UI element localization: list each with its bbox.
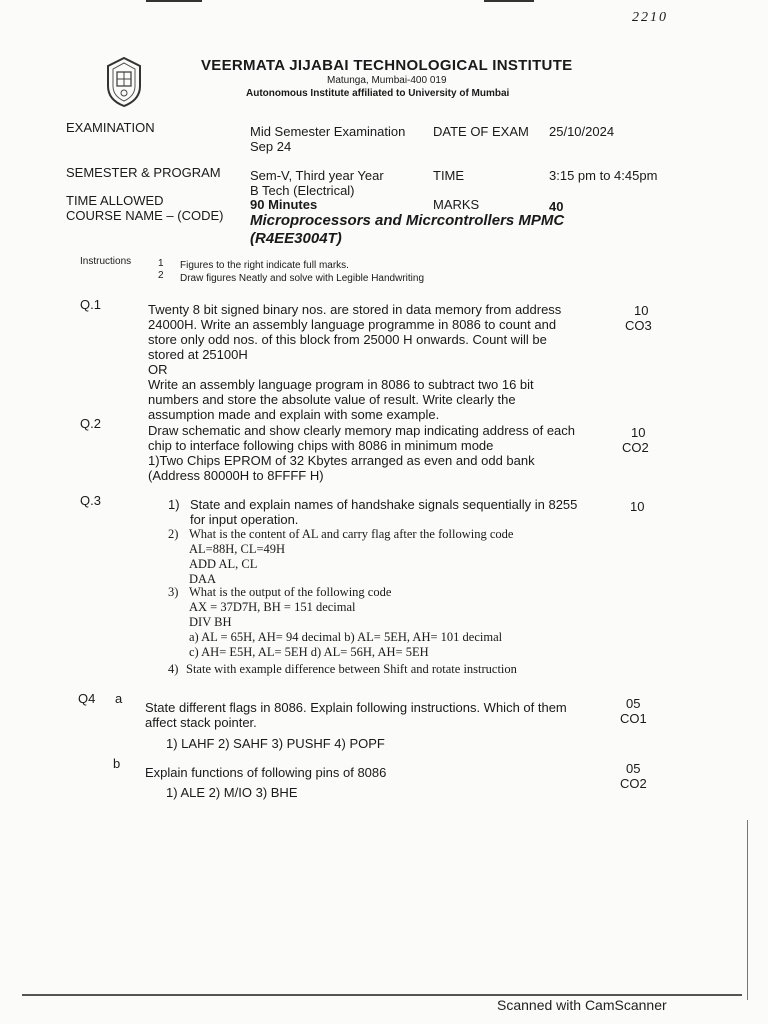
question-text: Explain functions of following pins of 8086 <box>145 765 387 780</box>
institute-affiliation: Autonomous Institute affiliated to University of Mumbai <box>246 88 510 99</box>
instructions-label: Instructions <box>80 256 132 267</box>
semester-value: Sem-V, Third year Year B Tech (Electrical) <box>250 168 384 198</box>
question-text: Twenty 8 bit signed binary nos. are stored in data memory from address 24000H. Write an assembly language programme in 8086 to count and store only odd nos. of this block from 25000 H onwards. Count will be stored at 25100H OR Write an assembly language program in 8086 to subtract two 16 bit numbers and store the absolute value of result. Write clearly the assumption made and explain with some example. <box>148 302 562 422</box>
part-text: State with example difference between Shift and rotate instruction <box>186 662 517 676</box>
part-number: 4) <box>168 662 179 676</box>
institute-logo <box>104 56 144 113</box>
subpart-label: a <box>115 691 123 706</box>
instruction-number: 1 <box>158 258 164 269</box>
institute-address: Matunga, Mumbai-400 019 <box>327 75 447 86</box>
course-value: Microprocessors and Micrcontrollers MPMC (R4EE3004T) <box>250 212 565 247</box>
part-text: State and explain names of handshake signals sequentially in 8255 for input operation. <box>190 497 578 527</box>
part-number: 1) <box>168 497 180 512</box>
question-text: State different flags in 8086. Explain following instructions. Which of them affect stack pointer. <box>145 700 567 730</box>
date-label: DATE OF EXAM <box>433 124 529 139</box>
question-text: Draw schematic and show clearly memory map indicating address of each chip to interface following chips with 8086 in minimum mode 1)Two Chips EPROM of 32 Kbytes arranged as even and odd bank (Address 80000H to 8FFFF H) <box>148 423 576 483</box>
pin-list: 1) ALE 2) M/IO 3) BHE <box>166 785 298 800</box>
date-value: 25/10/2024 <box>549 124 615 139</box>
course-outcome: CO3 <box>625 318 652 333</box>
instruction-text: Figures to the right indicate full marks. <box>180 260 349 271</box>
question-number: Q.1 <box>80 297 101 312</box>
question-marks: 10 <box>631 425 646 440</box>
time-allowed-value: 90 Minutes <box>250 197 318 212</box>
top-edge-mark <box>484 0 534 2</box>
scan-bottom-edge <box>22 994 742 996</box>
question-marks: 05 <box>626 761 641 776</box>
question-number: Q.3 <box>80 493 101 508</box>
part-text: What is the content of AL and carry flag after the following code AL=88H, CL=49H ADD AL, CL DAA <box>189 527 514 586</box>
course-label: COURSE NAME – (CODE) <box>66 208 224 223</box>
marks-label: MARKS <box>433 197 480 212</box>
instruction-list: 1) LAHF 2) SAHF 3) PUSHF 4) POPF <box>166 736 385 751</box>
institute-name: VEERMATA JIJABAI TECHNOLOGICAL INSTITUTE <box>201 57 573 74</box>
question-number: Q.2 <box>80 416 101 431</box>
course-outcome: CO2 <box>620 776 647 791</box>
corner-note: 2210 <box>632 10 668 25</box>
part-number: 2) <box>168 527 179 541</box>
instruction-number: 2 <box>158 270 164 281</box>
question-marks: 05 <box>626 696 641 711</box>
time-allowed-label: TIME ALLOWED <box>66 193 164 208</box>
instruction-text: Draw figures Neatly and solve with Legible Handwriting <box>180 273 425 284</box>
semester-label: SEMESTER & PROGRAM <box>66 165 221 180</box>
question-marks: 10 <box>634 303 649 318</box>
question-number: Q4 <box>78 691 96 706</box>
course-outcome: CO2 <box>622 440 649 455</box>
marks-value: 40 <box>549 199 564 214</box>
part-text: What is the output of the following code AX = 37D7H, BH = 151 decimal DIV BH a) AL = 65H, AH= 94 decimal b) AL= 5EH, AH= 101 decimal c) AH= E5H, AL= 5EH d) AL= 56H, AH= 5EH <box>189 585 503 659</box>
scanner-watermark: Scanned with CamScanner <box>497 997 667 1013</box>
course-outcome: CO1 <box>620 711 647 726</box>
exam-label: EXAMINATION <box>66 120 155 135</box>
question-marks: 10 <box>630 499 645 514</box>
exam-value: Mid Semester Examination Sep 24 <box>250 124 406 154</box>
time-value: 3:15 pm to 4:45pm <box>549 168 658 183</box>
part-number: 3) <box>168 585 179 599</box>
top-edge-mark <box>146 0 202 2</box>
time-label: TIME <box>433 168 465 183</box>
scan-right-edge <box>747 820 748 1000</box>
subpart-label: b <box>113 756 121 771</box>
